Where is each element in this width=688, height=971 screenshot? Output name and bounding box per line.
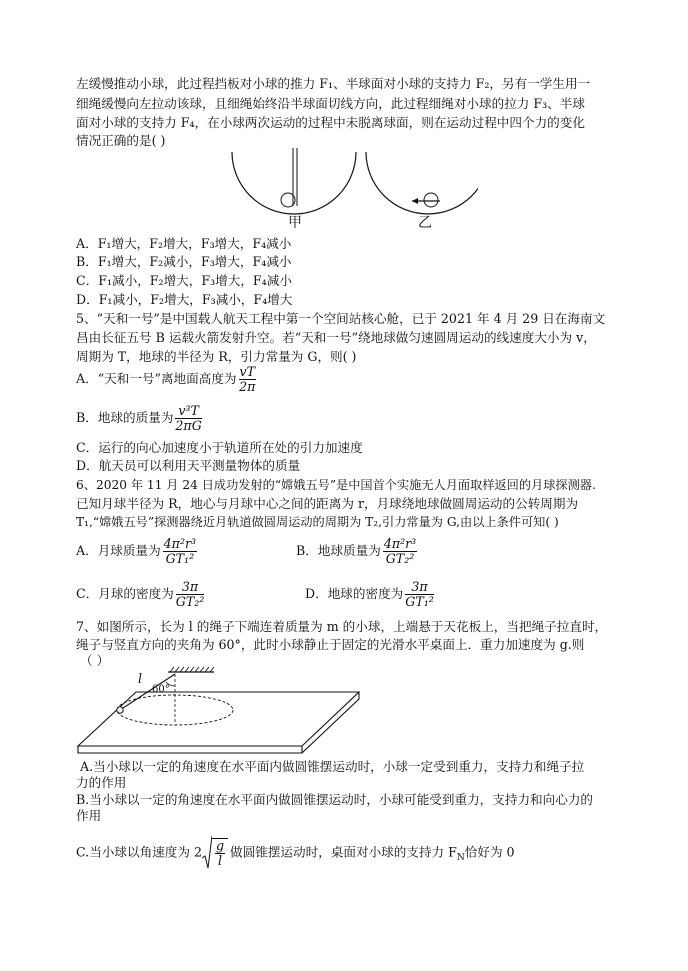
fraction-denominator: l bbox=[217, 853, 223, 868]
right-hemisphere-bowl bbox=[366, 152, 478, 214]
fraction-denominator: GT₁² bbox=[405, 594, 434, 609]
q6-option-c-label: C．月球的密度为 bbox=[76, 586, 174, 601]
normal-force-subscript: N bbox=[456, 853, 465, 864]
ball bbox=[117, 707, 123, 713]
q5-option-a-fraction bbox=[239, 365, 257, 394]
hemisphere-figure bbox=[228, 148, 478, 240]
q7-text-line-3: （ ） bbox=[80, 653, 110, 668]
q4-text-line-2: 细绳缓慢向左拉动该球，且细绳始终沿半球面切线方向，此过程细绳对小球的拉力 F₃、半球 bbox=[76, 96, 585, 111]
q7-option-b-line-2: 作用 bbox=[76, 808, 102, 823]
q6-option-d bbox=[305, 580, 436, 609]
q6-option-a-label: A．月球质量为 bbox=[76, 543, 161, 558]
q4-text-line-3: 面对小球的支持力 F₄，在小球两次运动的过程中未脱离球面，则在运动过程中四个力的变化 bbox=[76, 115, 585, 130]
q5-option-a bbox=[76, 365, 258, 394]
q5-text-line-2: 昌由长征五号 B 运载火箭发射升空。若“天和一号”绕地球做匀速圆周运动的线速度大小为 v， bbox=[76, 330, 596, 345]
fraction-denominator: GT₁² bbox=[165, 551, 195, 566]
q4-option-d: D．F₁减小，F₂增大，F₃减小，F₄增大 bbox=[76, 292, 293, 307]
fraction-numerator: vT bbox=[239, 364, 256, 379]
q4-text-line-1: 左缓慢推动小球，此过程挡板对小球的推力 F₁、半球面对小球的支持力 F₂，另有一学生用一 bbox=[76, 76, 591, 91]
q6-option-a bbox=[76, 537, 199, 566]
q5-option-b-fraction bbox=[175, 404, 201, 433]
fraction-numerator: g bbox=[215, 838, 225, 853]
q7-text-line-1: 7、如图所示，长为 l 的绳子下端连着质量为 m 的小球，上端悬于天花板上，当把绳子拉直时， bbox=[76, 619, 608, 634]
fraction-numerator: v³T bbox=[175, 404, 201, 419]
q4-option-a: A．F₁增大，F₂增大，F₃增大，F₄减小 bbox=[76, 236, 292, 251]
q6-option-c-fraction bbox=[176, 580, 205, 609]
q6-option-a-fraction bbox=[163, 537, 197, 566]
q5-option-a-label: A．“天和一号”离地面高度为 bbox=[76, 371, 237, 386]
q7-option-c-end: 恰好为 0 bbox=[464, 844, 515, 860]
q6-text-line-2: 已知月球半径为 R，地心与月球中心之间的距离为 r，月球绕地球做圆周运动的公转周期为 bbox=[76, 496, 579, 511]
q7-option-a-line-1: A.当小球以一定的角速度在水平面内做圆锥摆运动时，小球一定受到重力，支持力和绳子拉 bbox=[80, 759, 585, 774]
q6-option-d-label: D．地球的密度为 bbox=[305, 586, 404, 601]
q4-option-c: C．F₁减小，F₂增大，F₃增大，F₄减小 bbox=[76, 273, 292, 288]
q6-option-b bbox=[296, 537, 419, 566]
fraction-denominator: GT₂² bbox=[175, 594, 205, 609]
q6-option-c bbox=[76, 580, 206, 609]
q7-text-line-2: 绳子与竖直方向的夹角为 60°，此时小球静止于固定的光滑水平桌面上．重力加速度为 g.则 bbox=[76, 637, 585, 652]
left-hemisphere-bowl bbox=[232, 152, 356, 214]
fraction-numerator: 3π bbox=[176, 580, 205, 595]
fraction-numerator: 4π²r³ bbox=[383, 536, 417, 551]
q7-option-a-line-2: 力的作用 bbox=[76, 775, 127, 790]
figure-label-yi: 乙 bbox=[418, 215, 432, 231]
q6-option-d-fraction bbox=[405, 580, 434, 609]
q5-text-line-1: 5、“天和一号”是中国载人航天工程中第一个空间站核心舱，已于 2021 年 4 月 29 日在海南文 bbox=[76, 311, 606, 326]
q7-option-c bbox=[76, 836, 515, 870]
q4-option-b: B．F₁增大，F₂减小，F₃增大，F₄减小 bbox=[76, 254, 292, 269]
q5-text-line-3: 周期为 T，地球的半径为 R，引力常量为 G，则( ) bbox=[76, 349, 357, 364]
q4-text-line-4: 情况正确的是( ) bbox=[76, 133, 166, 148]
q5-option-d: D．航天员可以利用天平测量物体的质量 bbox=[76, 458, 301, 473]
fraction-denominator: 2πG bbox=[175, 418, 202, 433]
figure-label-jia: 甲 bbox=[288, 215, 302, 231]
q7-option-c-body: 做圆锥摆运动时，桌面对小球的支持力 F bbox=[230, 844, 457, 860]
angle-label: 60° bbox=[152, 684, 170, 695]
q5-option-b-label: B．地球的质量为 bbox=[76, 410, 174, 425]
q6-text-line-3: T₁,“嫦娥五号”探测器绕近月轨道做圆周运动的周期为 T₂,引力常量为 G,由以上条件可知( ) bbox=[76, 515, 559, 529]
rope-length-label: l bbox=[138, 671, 143, 686]
fraction-denominator: GT₂² bbox=[385, 551, 415, 566]
q7-option-c-prefix: C.当小球以角速度为 2 bbox=[76, 844, 202, 860]
q5-option-b bbox=[76, 404, 204, 433]
q6-text-line-1: 6、2020 年 11 月 24 日成功发射的“嫦娥五号”是中国首个实施无人月面取样返回的月球探测器. bbox=[76, 478, 596, 492]
conical-pendulum-figure bbox=[74, 666, 364, 758]
fraction-denominator: 2π bbox=[239, 379, 256, 394]
q7-option-b-line-1: B.当小球以一定的角速度在水平面内做圆锥摆运动时，小球可能受到重力，支持力和向心力的 bbox=[76, 792, 594, 807]
right-ball bbox=[424, 193, 438, 207]
q5-option-c: C．运行的向心加速度小于轨道所在处的引力加速度 bbox=[76, 440, 363, 455]
fraction-numerator: 4π²r³ bbox=[163, 536, 197, 551]
sqrt-expression bbox=[202, 836, 230, 870]
q6-option-b-fraction bbox=[383, 537, 417, 566]
q6-option-b-label: B．地球质量为 bbox=[296, 543, 381, 558]
fraction-numerator: 3π bbox=[405, 580, 434, 595]
